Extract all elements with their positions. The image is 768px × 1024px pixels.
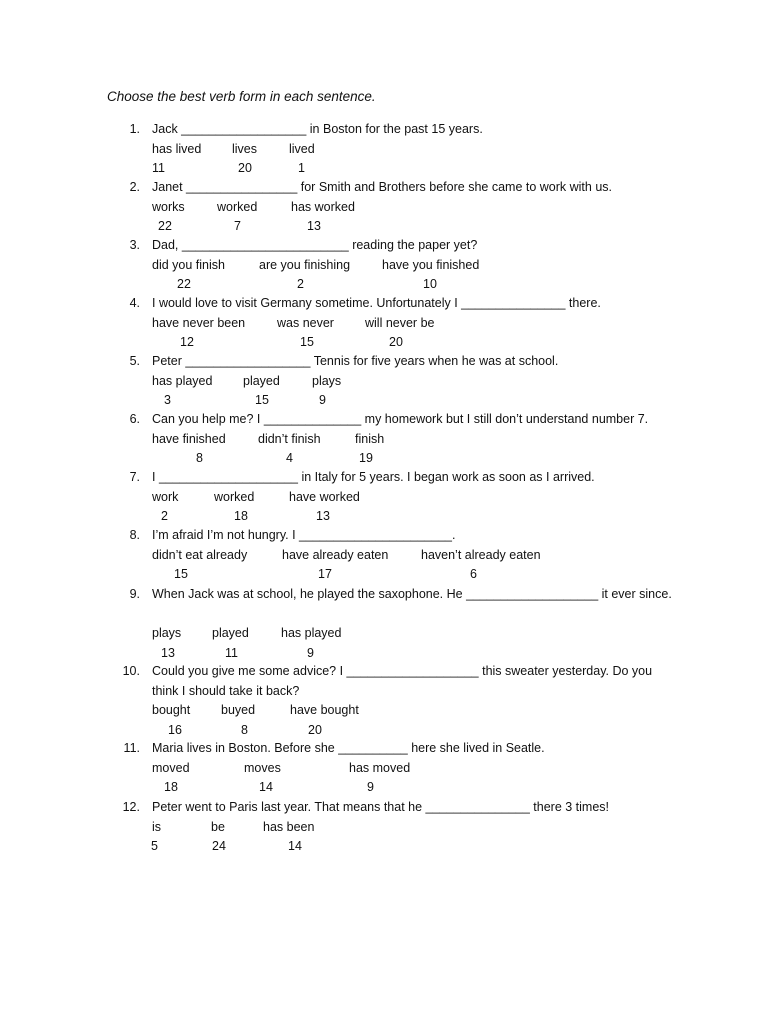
question-number: 9. bbox=[129, 587, 140, 601]
question-text: Jack __________________ in Boston for the past 15 years. bbox=[152, 122, 483, 136]
option-score: 2 bbox=[161, 509, 168, 523]
answer-option[interactable]: lived bbox=[289, 141, 315, 156]
answer-option[interactable]: moved bbox=[152, 760, 190, 775]
option-score: 17 bbox=[318, 567, 332, 581]
option-score: 15 bbox=[300, 335, 314, 349]
answer-option[interactable]: worked bbox=[214, 489, 255, 504]
question-text: I would love to visit Germany sometime. Unfortunately I _______________ there. bbox=[152, 296, 601, 310]
question-text: When Jack was at school, he played the saxophone. He ___________________ it ever since. bbox=[152, 587, 672, 601]
answer-option[interactable]: has been bbox=[263, 819, 315, 834]
answer-option[interactable]: moves bbox=[244, 760, 281, 775]
question-text: I ____________________ in Italy for 5 years. I began work as soon as I arrived. bbox=[152, 470, 595, 484]
option-score: 12 bbox=[180, 335, 194, 349]
option-score: 24 bbox=[212, 839, 226, 853]
option-score: 13 bbox=[307, 219, 321, 233]
question-text: Peter __________________ Tennis for five years when he was at school. bbox=[152, 354, 559, 368]
question-text: Maria lives in Boston. Before she __________ here she lived in Seatle. bbox=[152, 741, 545, 755]
answer-option[interactable]: played bbox=[212, 626, 249, 640]
question-text: Janet ________________ for Smith and Brothers before she came to work with us. bbox=[152, 180, 613, 194]
answer-option[interactable]: have already eaten bbox=[282, 547, 389, 562]
question-number: 2. bbox=[129, 180, 140, 194]
question-number: 3. bbox=[129, 238, 140, 252]
worksheet-title: Choose the best verb form in each sentence. bbox=[107, 89, 376, 104]
option-score: 18 bbox=[234, 509, 248, 523]
option-score: 22 bbox=[177, 277, 191, 291]
answer-option[interactable]: bought bbox=[152, 703, 191, 717]
answer-option[interactable]: worked bbox=[217, 199, 258, 214]
option-score: 16 bbox=[168, 722, 182, 737]
answer-option[interactable]: plays bbox=[312, 373, 342, 388]
option-score: 9 bbox=[367, 780, 374, 794]
answer-option[interactable]: have you finished bbox=[382, 257, 480, 272]
option-score: 1 bbox=[298, 161, 305, 175]
answer-option[interactable]: has played bbox=[281, 626, 342, 640]
option-score: 10 bbox=[423, 277, 437, 291]
option-score: 14 bbox=[288, 839, 302, 853]
answer-option[interactable]: haven’t already eaten bbox=[421, 547, 541, 562]
answer-option[interactable]: are you finishing bbox=[259, 257, 351, 272]
answer-option[interactable]: was never bbox=[277, 315, 334, 330]
option-score: 9 bbox=[319, 393, 326, 407]
question-number: 6. bbox=[129, 412, 140, 426]
option-score: 22 bbox=[158, 219, 172, 233]
question-number: 7. bbox=[129, 470, 140, 484]
answer-option[interactable]: didn’t finish bbox=[258, 431, 321, 446]
option-score: 3 bbox=[164, 393, 171, 407]
answer-option[interactable]: has moved bbox=[349, 760, 411, 775]
answer-option[interactable]: be bbox=[211, 819, 225, 834]
answer-option[interactable]: plays bbox=[152, 626, 182, 640]
answer-option[interactable]: has lived bbox=[152, 141, 202, 156]
question-number: 12. bbox=[122, 800, 140, 814]
question-number: 10. bbox=[122, 664, 140, 678]
question-number: 11. bbox=[123, 741, 140, 755]
option-score: 13 bbox=[316, 509, 330, 523]
question-text: Can you help me? I ______________ my homework but I still don’t understand number 7. bbox=[152, 412, 649, 426]
question-number: 5. bbox=[129, 354, 140, 368]
option-score: 9 bbox=[307, 645, 314, 660]
question-number: 4. bbox=[129, 296, 140, 310]
option-score: 6 bbox=[470, 567, 477, 581]
answer-option[interactable]: works bbox=[152, 199, 185, 214]
option-score: 11 bbox=[152, 161, 165, 175]
option-score: 8 bbox=[196, 451, 203, 465]
answer-option[interactable]: didn’t eat already bbox=[152, 547, 248, 562]
answer-option[interactable]: have worked bbox=[289, 489, 360, 504]
answer-option[interactable]: played bbox=[243, 373, 280, 388]
answer-option[interactable]: lives bbox=[232, 141, 258, 156]
question-text: I’m afraid I’m not hungry. I ______________________. bbox=[152, 528, 456, 542]
question-number: 1. bbox=[129, 122, 140, 136]
option-score: 7 bbox=[234, 219, 241, 233]
answer-option[interactable]: has played bbox=[152, 373, 213, 388]
option-score: 8 bbox=[241, 722, 248, 737]
question-text: Could you give me some advice? I ___________________ this sweater yesterday. Do you think I should take it back? bbox=[152, 664, 653, 698]
option-score: 11 bbox=[225, 645, 238, 660]
option-score: 18 bbox=[164, 780, 178, 794]
option-score: 14 bbox=[259, 780, 273, 794]
option-score: 20 bbox=[308, 722, 322, 737]
answer-option[interactable]: is bbox=[152, 819, 162, 834]
answer-option[interactable]: work bbox=[152, 489, 179, 504]
question-number: 8. bbox=[129, 528, 140, 542]
option-score: 15 bbox=[174, 567, 188, 581]
answer-option[interactable]: have bought bbox=[290, 703, 359, 717]
option-score: 15 bbox=[255, 393, 269, 407]
option-score: 19 bbox=[359, 451, 373, 465]
answer-option[interactable]: has worked bbox=[291, 199, 355, 214]
option-score: 4 bbox=[286, 451, 293, 465]
option-score: 13 bbox=[161, 645, 175, 660]
answer-option[interactable]: will never be bbox=[365, 315, 435, 330]
option-score: 2 bbox=[297, 277, 304, 291]
option-score: 5 bbox=[151, 839, 158, 853]
question-text: Dad, ________________________ reading the paper yet? bbox=[152, 238, 478, 252]
answer-option[interactable]: have never been bbox=[152, 315, 246, 330]
answer-option[interactable]: finish bbox=[355, 431, 385, 446]
option-score: 20 bbox=[389, 335, 403, 349]
question-text: Peter went to Paris last year. That means that he _______________ there 3 times! bbox=[152, 800, 610, 814]
option-score: 20 bbox=[238, 161, 252, 175]
answer-option[interactable]: buyed bbox=[221, 703, 256, 717]
answer-option[interactable]: did you finish bbox=[152, 257, 225, 272]
answer-option[interactable]: have finished bbox=[152, 431, 226, 446]
